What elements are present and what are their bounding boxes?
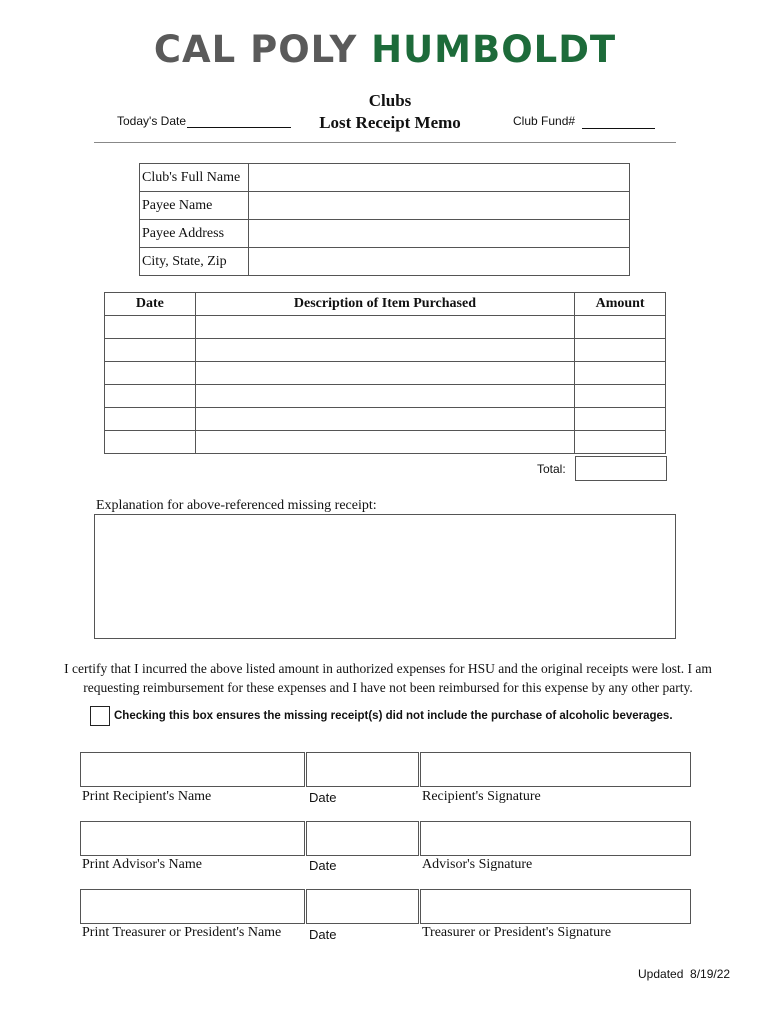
updated-date: Updated 8/19/22 [638,967,731,981]
table-row [105,385,666,408]
table-row [105,316,666,339]
item-description-cell[interactable] [195,316,574,339]
item-amount-cell[interactable] [575,362,666,385]
advisor-date-label: Date [309,858,337,873]
payee-name-label: Payee Name [140,192,249,220]
items-header-row [105,293,666,316]
advisor-signature-field[interactable] [420,821,691,856]
recipient-date-field[interactable] [306,752,419,787]
payee-address-field[interactable] [249,220,630,248]
advisor-signature-label: Advisor's Signature [422,857,533,872]
advisor-date-field[interactable] [306,821,419,856]
item-amount-cell[interactable] [575,385,666,408]
item-date-cell[interactable] [105,362,196,385]
table-row [105,362,666,385]
date-column-header: Date [105,293,196,316]
advisor-name-label: Print Advisor's Name [82,857,202,872]
title-line-memo: Lost Receipt Memo [319,113,461,132]
alcohol-checkbox-label: Checking this box ensures the missing receipt(s) did not include the purchase of alcoholic beverages. [114,710,673,722]
table-row [105,408,666,431]
total-amount-field[interactable] [575,456,667,481]
club-fund-label: Club Fund# [513,114,576,128]
title-line-clubs: Clubs [368,91,412,110]
club-full-name-field[interactable] [249,164,630,192]
city-state-zip-label: City, State, Zip [140,248,249,276]
total-label: Total: [537,462,566,476]
todays-date-label: Today's Date [117,114,186,128]
treasurer-date-field[interactable] [306,889,419,924]
advisor-name-field[interactable] [80,821,305,856]
payee-name-field[interactable] [249,192,630,220]
item-date-cell[interactable] [105,316,196,339]
cal-poly-humboldt-logo [0,28,770,71]
recipient-signature-field[interactable] [420,752,691,787]
item-amount-cell[interactable] [575,339,666,362]
recipient-date-label: Date [309,790,337,805]
treasurer-signature-label: Treasurer or President's Signature [422,925,612,940]
table-row [105,339,666,362]
item-date-cell[interactable] [105,339,196,362]
item-description-cell[interactable] [195,385,574,408]
treasurer-signature-field[interactable] [420,889,691,924]
recipient-name-field[interactable] [80,752,305,787]
form-title [290,90,490,134]
treasurer-name-label: Print Treasurer or President's Name [82,925,282,940]
logo-cal-poly: CAL POLY [153,28,358,71]
item-description-cell[interactable] [195,339,574,362]
item-date-cell[interactable] [105,431,196,454]
club-info-table [139,163,630,276]
explanation-label: Explanation for above-referenced missing receipt: [96,498,377,513]
amount-column-header: Amount [575,293,666,316]
todays-date-field[interactable] [187,127,291,128]
item-description-cell[interactable] [195,408,574,431]
description-column-header: Description of Item Purchased [195,293,574,316]
recipient-signature-label: Recipient's Signature [422,789,541,804]
item-description-cell[interactable] [195,362,574,385]
recipient-name-label: Print Recipient's Name [82,789,212,804]
payee-address-label: Payee Address [140,220,249,248]
explanation-textarea[interactable] [94,514,676,639]
table-row [105,431,666,454]
info-row [140,220,630,248]
item-date-cell[interactable] [105,385,196,408]
item-amount-cell[interactable] [575,316,666,339]
item-amount-cell[interactable] [575,431,666,454]
info-row [140,192,630,220]
alcohol-checkbox[interactable] [90,706,110,726]
logo-humboldt: HUMBOLDT [371,28,617,71]
items-table [104,292,666,454]
header-divider [94,142,676,143]
treasurer-date-label: Date [309,927,337,942]
info-row [140,164,630,192]
item-amount-cell[interactable] [575,408,666,431]
club-full-name-label: Club's Full Name [140,164,249,192]
city-state-zip-field[interactable] [249,248,630,276]
club-fund-field[interactable] [582,128,655,129]
item-date-cell[interactable] [105,408,196,431]
treasurer-name-field[interactable] [80,889,305,924]
certification-text: I certify that I incurred the above listed amount in authorized expenses for HSU and the original receipts were lost. I am requesting reimbursement for these expenses and I have not been reimbursed for this expense by any other party. [64,661,712,695]
info-row [140,248,630,276]
item-description-cell[interactable] [195,431,574,454]
